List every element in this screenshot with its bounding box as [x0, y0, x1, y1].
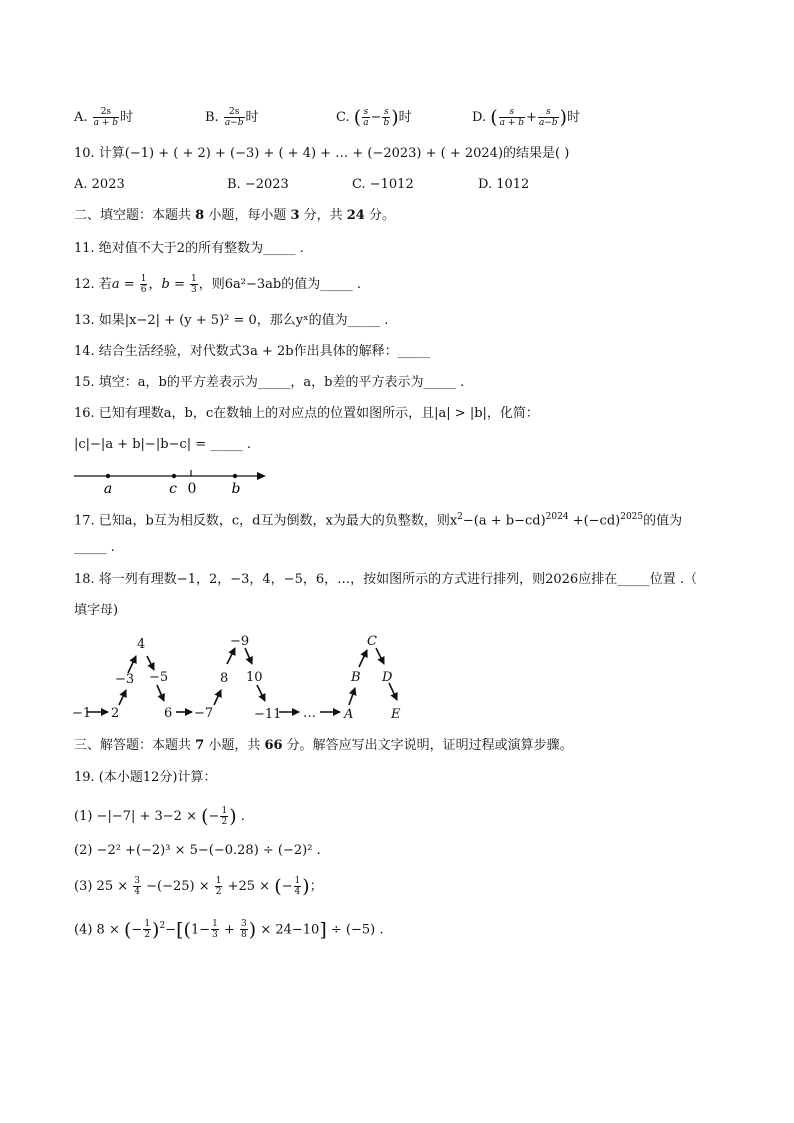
option-suffix: 时 [245, 110, 259, 125]
q10-option-a: A. 2023 [74, 177, 125, 192]
right-paren: ) [229, 805, 237, 828]
denominator: 4 [134, 887, 140, 897]
arrow [128, 656, 136, 673]
label-zero: 0 [187, 481, 197, 496]
seq-label: 10 [246, 670, 263, 685]
denominator: b [383, 118, 390, 128]
heading-text: 分。解答应写出文字说明，证明过程或演算步骤。 [282, 738, 573, 753]
heading-total: 66 [264, 738, 283, 753]
numerator: 1 [212, 919, 218, 930]
q16-expression: |c|−|a + b|−|b−c| = _____ . [74, 437, 251, 452]
heading-count: 7 [195, 738, 205, 753]
text: 12. 若 [74, 277, 112, 292]
text: ， [148, 277, 162, 292]
q9-option-b [205, 107, 259, 128]
numerator: 2s [93, 107, 119, 118]
seq-label: 8 [220, 671, 229, 686]
q10-option-c: C. −1012 [352, 177, 414, 192]
numerator: s [499, 107, 525, 118]
seq-label: −3 [115, 672, 135, 687]
fraction [190, 274, 198, 295]
right-paren: ) [152, 918, 160, 941]
number-line-figure [70, 464, 280, 496]
heading-count: 8 [195, 208, 205, 223]
numerator: 3 [241, 919, 247, 930]
q19-part3: (3) 25 × $\frac{3}{4}$ −(−25) × $\frac{1}{2}$ +25 × (− $\frac{1}{4}$ )； [74, 875, 323, 898]
left-paren: ( [490, 106, 498, 129]
q9-option-d [472, 107, 580, 128]
fraction [215, 876, 223, 897]
fraction [143, 919, 151, 940]
arrow [245, 648, 252, 664]
seq-label-d: D [382, 670, 393, 685]
q19-part4: (4) 8 × (− $\frac{1}{2}$ )$^2$−[(1− $\frac{1}{3}$ + $\frac{3}{8}$ ) × 24−10] ÷ (−5) . [74, 918, 384, 941]
fraction [538, 107, 559, 128]
fraction [220, 806, 228, 827]
denominator: a−b [224, 118, 244, 128]
text: (1) −|−7| + 3−2 × [74, 809, 202, 824]
numerator: 3 [134, 876, 140, 886]
left-paren: ( [274, 875, 282, 898]
seq-label: 6 [164, 706, 173, 721]
arrow [227, 648, 235, 664]
text: ，则6a²−3ab的值为_____ . [198, 277, 361, 292]
right-paren: ) [302, 875, 310, 898]
arrow [119, 690, 126, 705]
q10-option-d: D. 1012 [478, 177, 530, 192]
text: + [219, 922, 240, 938]
point-c [172, 474, 176, 478]
right-paren: ) [559, 106, 568, 129]
text: ； [309, 879, 323, 894]
text: (3) 25 × [74, 879, 133, 894]
q17-text [74, 509, 682, 529]
q18-text-cont: 填字母) [74, 603, 119, 618]
arrow [157, 685, 164, 701]
q13-text: 13. 如果|x−2| + (y + 5)² = 0，那么yˣ的值为_____ . [74, 313, 389, 328]
q19-title: 19. (本小题12分)计算： [74, 770, 217, 785]
operator: + [526, 110, 537, 125]
option-label: D. [472, 110, 487, 125]
zigzag-figure [70, 628, 410, 728]
right-bracket: ] [319, 918, 327, 941]
option-label: C. [336, 110, 350, 125]
exponent: 2024 [545, 512, 569, 522]
seq-label-b: B [351, 670, 361, 685]
q10-text: 10. 计算(−1) + ( + 2) + (−3) + ( + 4) + … + (−2023) + ( + 2024)的结果是( ) [74, 146, 570, 161]
text: 1− [190, 922, 211, 938]
seq-label: 2 [111, 706, 120, 721]
numerator: 1 [140, 274, 147, 284]
numerator: s [384, 107, 389, 117]
numerator: 2s [224, 107, 245, 118]
option-suffix: 时 [398, 110, 412, 125]
seq-label: 4 [137, 637, 146, 652]
text: = [119, 277, 139, 292]
numerator: 1 [191, 274, 197, 284]
right-paren: ) [391, 106, 399, 129]
text: −(−25) × [141, 879, 214, 894]
heading-text: 分。 [364, 208, 395, 223]
denominator: 4 [294, 887, 301, 897]
numerator: 1 [294, 876, 301, 886]
text: = [169, 277, 189, 292]
option-label: A. [74, 110, 88, 125]
heading-text: 分，共 [299, 208, 347, 223]
exponent: 2 [159, 921, 166, 931]
fraction [240, 919, 248, 940]
fraction [224, 107, 245, 128]
text: × 24−10 [256, 922, 320, 938]
q17-blank: _____ . [74, 540, 115, 555]
left-paren: ( [353, 106, 362, 129]
seq-label: … [303, 706, 316, 721]
q18-text: 18. 将一列有理数−1，2，−3，4，−5，6，…，按如图所示的方式进行排列，则2026应排在_____位置 .（ [74, 572, 697, 587]
fraction [211, 919, 219, 940]
left-paren: ( [201, 805, 209, 828]
q9-option-c [336, 107, 412, 128]
text: +25 × [223, 879, 275, 894]
option-suffix: 时 [120, 110, 134, 125]
denominator: 3 [212, 930, 218, 941]
text: (4) 8 × [74, 922, 124, 938]
numerator: 1 [144, 919, 151, 930]
text: − [165, 922, 177, 938]
denominator: 2 [144, 930, 151, 941]
heading-per: 3 [290, 208, 300, 223]
arrow [376, 648, 384, 664]
option-suffix: 时 [567, 110, 581, 125]
heading-text: 小题，共 [204, 738, 265, 753]
left-paren: ( [123, 918, 132, 941]
point-a [106, 474, 110, 478]
variable: b [161, 277, 170, 292]
fraction [294, 876, 302, 897]
fraction [382, 107, 390, 128]
q15-text: 15. 填空：a，b的平方差表示为_____，a，b差的平方表示为_____ . [74, 375, 465, 390]
label-c: c [169, 481, 177, 496]
q19-part1: (1) −|−7| + 3−2 × (− $\frac{1}{2}$ ) . [74, 805, 245, 828]
section3-heading [74, 738, 573, 754]
arrow [349, 688, 355, 705]
numerator: 1 [221, 806, 228, 816]
label-a: a [103, 481, 113, 496]
heading-text: 三、解答题：本题共 [74, 738, 196, 753]
fraction [133, 876, 141, 897]
fraction [362, 107, 369, 128]
fraction [499, 107, 525, 128]
variable: a [111, 277, 120, 292]
denominator: 6 [140, 285, 147, 295]
denominator: 2 [215, 887, 222, 897]
arrow [257, 685, 265, 701]
denominator: 8 [241, 930, 247, 941]
seq-label-a: A [344, 707, 354, 722]
fraction [140, 274, 148, 295]
left-bracket: [ [176, 918, 184, 941]
q14-text: 14. 结合生活经验，对代数式3a + 2b作出具体的解释：_____ [74, 344, 431, 359]
text: 的值为 [643, 513, 683, 529]
point-b [233, 474, 237, 478]
text: +(−cd) [568, 513, 621, 529]
seq-label-c: C [367, 634, 377, 649]
q19-part2: (2) −2² +(−2)³ × 5−(−0.28) ÷ (−2)² . [74, 843, 321, 858]
exponent: 2025 [620, 512, 644, 522]
right-paren: ) [248, 918, 257, 941]
seq-label: −11 [254, 707, 282, 722]
heading-text: 小题，每小题 [204, 208, 291, 223]
arrow [359, 650, 367, 667]
text: ÷ (−5) . [326, 922, 384, 938]
denominator: 3 [191, 285, 197, 295]
text: 17. 已知a，b互为相反数，c，d互为倒数，x为最大的负整数，则x [74, 513, 458, 529]
section2-heading [74, 208, 395, 224]
left-paren: ( [183, 918, 191, 941]
arrow [214, 690, 221, 705]
exponent: 2 [457, 512, 463, 522]
seq-label: −9 [230, 634, 250, 649]
option-label: B. [205, 110, 219, 125]
heading-total: 24 [346, 208, 365, 223]
arrow [389, 683, 397, 700]
q12-text [74, 274, 361, 295]
q10-option-b: B. −2023 [227, 177, 289, 192]
denominator: a + b [93, 118, 119, 128]
arrow [147, 656, 154, 670]
q11-text: 11. 绝对值不大于2的所有整数为_____ . [74, 241, 304, 256]
seq-label: −5 [149, 670, 169, 685]
q9-option-a [74, 107, 133, 128]
seq-label-e: E [391, 707, 401, 722]
heading-text: 二、填空题：本题共 [74, 208, 196, 223]
numerator: 1 [215, 876, 222, 886]
denominator: a [363, 118, 369, 128]
label-b: b [231, 481, 241, 496]
numerator: s [538, 107, 559, 118]
axis-arrow-icon [257, 472, 266, 480]
seq-label: −7 [194, 706, 214, 721]
text: . [236, 809, 245, 824]
denominator: 2 [221, 817, 228, 827]
denominator: a−b [538, 118, 558, 128]
fraction [93, 107, 119, 128]
numerator: s [363, 107, 369, 117]
denominator: a + b [499, 118, 525, 128]
text: −(a + b−cd) [462, 513, 546, 529]
q16-text: 16. 已知有理数a，b，c在数轴上的对应点的位置如图所示，且|a| > |b|，化简： [74, 406, 539, 421]
seq-label: −1 [72, 706, 92, 721]
operator: − [370, 110, 382, 125]
